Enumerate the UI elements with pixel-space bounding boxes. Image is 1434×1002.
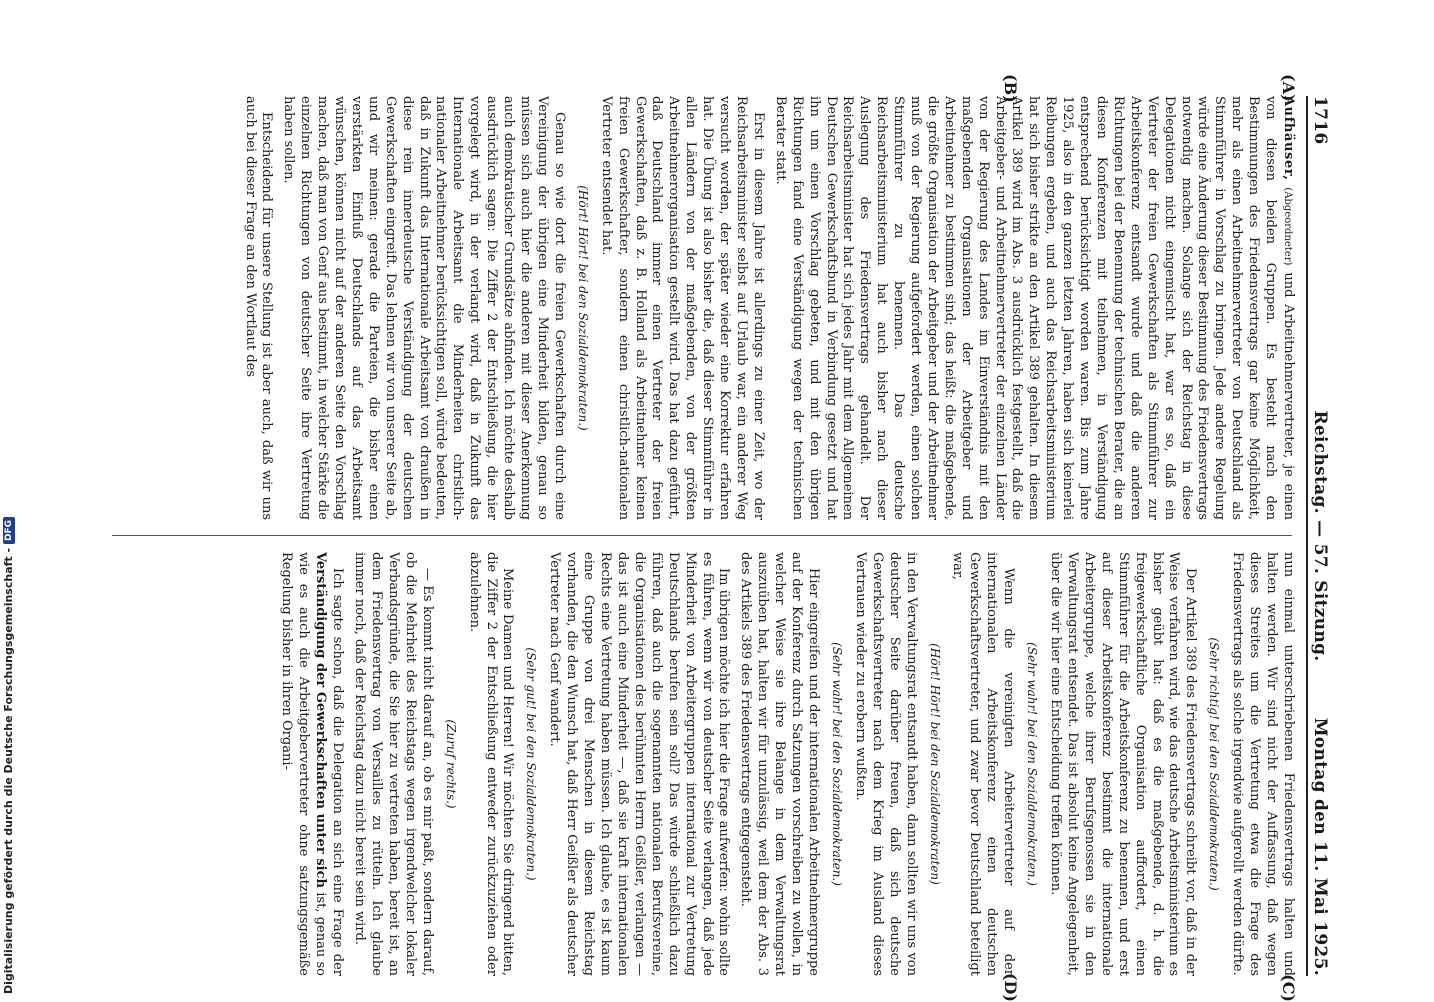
- text-columns: [106, 96, 1296, 976]
- margin-letter-c: (C): [1279, 974, 1298, 1002]
- paragraph: — Es kommt nicht darauf an, ob es mir paßt, sondern darauf, ob die Mehrheit des Reichstags wegen irgendwelcher lokaler Verbandsgründe, die Sie hier zu vertreten haben, bereit ist, an dem Friedensvertrag von Versailles zu rütteln. Ich glaube immer noch, daß der Reichstag dazu nicht bereit sein wird.: [352, 552, 435, 976]
- interjection: (Sehr gut! bei den Sozialdemokraten.): [524, 647, 539, 881]
- margin-letter-b: (B): [1001, 74, 1020, 103]
- left-column: [106, 96, 1296, 520]
- paragraph: nun einmal unterschriebenen Friedensvertrags halten und halten werden. Wir sind nicht der Auffassung, daß wegen dieses Streites um die Vertretung etwa die Frage des Friedensvertrags als solche irgendwie aufgerollt werden dürfte.: [1230, 552, 1296, 976]
- emphasized-phrase: Verständigung der Gewerkschaften unter sich: [313, 552, 329, 888]
- interjection: (Sehr richtig! bei den Sozialdemokraten.): [1207, 637, 1222, 891]
- interjection: (Hört! Hört! bei den Sozialdemokraten.): [575, 185, 590, 431]
- paragraph: Meine Damen und Herren! Wir möchten Sie dringend bitten, die Ziffer 2 der Entschließung entweder zurückzuziehen oder abzulehnen.: [466, 552, 516, 976]
- margin-letter-d: (D): [1001, 972, 1020, 1002]
- speaker-role: (Abgeordneter): [1282, 187, 1293, 266]
- interjection: (Sehr wahr! bei den Sozialdemokraten.): [829, 642, 844, 886]
- paragraph: Genau so wie dort die freien Gewerkschaften durch eine Vereinigung der übrigen eine Minderheit bilden, genau so müssen sich auch hier die anderen mit dieser Anerkennung auch demokratischer Grundsätze abfinden. Ich möchte deshalb ausdrücklich sagen: Die Ziffer 2 der Entschließung, die hier vorgelegt wird, in der verlangt wird, daß in Zukunft das Internationale Arbeitsamt die Minderheiten christlich-nationaler Arbeitnehmer berücksichtigen soll, würde bedeuten, daß in Zukunft das Internationale Arbeitsamt von draußen in diese rein innerdeutsche Verständigung der deutschen Gewerkschaften eingreift. Das lehnen wir von unserer Seite ab, und wir meinen: gerade die Parteien, die bisher einen verstärkten Einfluß Deutschlands auf das Arbeitsamt wünschen, können nicht auf der anderen Seite den Vorschlag machen, daß man von Genf aus bestimmt, in welcher Stärke die einzelnen Richtungen von deutscher Seite ihre Vertretung haben sollen.: [281, 96, 567, 520]
- page-number: 1716: [1310, 96, 1330, 145]
- running-title: Reichstag. — 57. Sitzung.: [1310, 410, 1330, 662]
- paragraph: Wenn die vereinigten Arbeitervertreter auf der internationalen Arbeitskonferenz einen deutschen Gewerkschaftsvertreter, und zwar bevor Deutschland beteiligt war,: [950, 552, 1017, 976]
- margin-letter-a: (A): [1279, 74, 1298, 102]
- paragraph: Hier eingreifen und der internationalen Arbeitnehmergruppe auf der Konferenz durch Satzungen vorschreiben zu wollen, in welcher Weise sie ihre Belange in dem Verwaltungsrat auszuüben hat, halten wir für unzulässig, weil dem der Abs. 3 des Artikels 389 des Friedensvertrags entgegensteht.: [738, 552, 821, 976]
- interjection: (Sehr wahr! bei den Sozialdemokraten.): [1025, 642, 1040, 886]
- paragraph: Im übrigen möchte ich hier die Frage aufwerfen: wohin sollte es führen, wenn wir von deutscher Seite verlangen, daß jede Minderheit von Arbeitergruppen international zur Vertretung Deutschlands berufen sein soll? Das würde schließlich dazu führen, daß auch die sogenannten nationalen Berufsvereine, die Organisationen des berühmten Herrn Geißler, verlangen — das ist auch eine Minderheit —, daß sie kraft internationalen Rechts eine Vertretung haben müssen. Ich glaube, es ist kaum eine Gruppe von drei Menschen in diesem Reichstag vorhanden, die den Wunsch hat, daß Herr Geißler als deutscher Vertreter nach Genf wandert.: [547, 552, 732, 976]
- interjection: (Zuruf rechts.): [443, 719, 458, 809]
- paragraph: [771, 96, 1296, 520]
- header-rule: [1306, 96, 1308, 976]
- credit-text: Digitalisierung gefördert durch die Deutsche Forschungsgemeinschaft -: [2, 547, 15, 994]
- interjection: (Hört! Hört! bei den Sozialdemokraten): [927, 643, 942, 885]
- paragraph: Ich sagte schon, daß die Delegation an sich eine Frage der Verständigung der Gewerkschaften unter sich ist, genau so wie es auch die Arbeitgebervertreter ohne satzungsgemäße Regelung bisher in ihren Organi-: [279, 552, 346, 976]
- paragraph: Erst in diesem Jahre ist allerdings zu einer Zeit, wo der Reichsarbeitsminister selbst auf Urlaub war, ein anderer Weg versucht worden, der später wieder eine Korrektur erfahren hat. Die Übung ist also bisher die, daß dieser Stimmführer in allen Ländern von der maßgebenden, von der größten Arbeitnehmerorganisation gestellt wird. Das hat dazu geführt, daß Deutschland immer einen Vertreter der freien Gewerkschaften, daß z. B. Holland als Arbeitnehmer keinen freien Gewerkschafter, sondern einen christlich-nationalen Vertreter entsendet hat.: [598, 96, 766, 520]
- digitization-credit: [2, 517, 15, 994]
- right-column: [106, 552, 1296, 976]
- page-header: [1306, 96, 1332, 976]
- paragraph: in den Verwaltungsrat entsandt haben, dann sollten wir uns von deutscher Seite darüber freuen, daß sich deutsche Gewerkschaftsvertreter nach dem Krieg im Ausland dieses Vertrauen wieder zu erobern wußten.: [852, 552, 919, 976]
- session-date: Montag den 11. Mai 1925.: [1310, 717, 1330, 976]
- paragraph: Der Artikel 389 des Friedensvertrags schreibt vor, daß in der Weise verfahren wird, wie das deutsche Arbeitsministerium es bisher geübt hat: daß es die maßgebende, d. h. die freigewerkschaftliche Organisation auffordert, einen Stimmführer für die Arbeitskonferenz zu benennen, und erst auf dieser Arbeitskonferenz bestimmt die internationale Arbeitergruppe, welche ihrer Berufsgenossen sie in den Verwaltungsrat entsendet. Das ist absolut keine Angelegenheit, über die wir hier eine Entscheidung treffen können.: [1048, 552, 1199, 976]
- speaker-name: Aufhäuser,: [1281, 96, 1296, 181]
- paragraph: Entscheidend für unsere Stellung ist aber auch, daß wir uns auch bei dieser Frage an den Wortlaut des: [242, 96, 275, 520]
- dfg-logo: DFG: [3, 517, 15, 544]
- rotated-scan-page: [100, 74, 1332, 1002]
- paragraph-text: und Arbeitnehmervertreter, je einen von diesen beiden Gruppen. Es besteht nach den Bestimmungen des Friedensvertrags gar keine Möglichkeit, mehr als einen Arbeitnehmervertreter von Deutschland als Stimmführer in Vorschlag zu bringen. Jede andere Regelung würde eine Änderung dieser Bestimmung des Friedensvertrags notwendig machen. Solange sich der Reichstag in diese Delegationen nicht eingemischt hat, war es so, daß ein Vertreter der freien Gewerkschaften als Stimmführer zur Arbeitskonferenz entsandt wurde und daß die anderen Richtungen bei der Benennung der technischen Berater, die an diesen Konferenzen mit teilnehmen, in Verständigung entsprechend berücksichtigt worden waren. Bis zum Jahre 1925, also in den ganzen letzten Jahren, haben sich keinerlei Reibungen ergeben, und auch das Reichsarbeitsministerium hat sich bisher strikte an den Artikel 389 gehalten. In diesem Artikel 389 wird im Abs. 3 ausdrücklich festgestellt, daß die Arbeitgeber- und Arbeitnehmervertreter der einzelnen Länder von der Regierung des Landes im Einverständnis mit den maßgebenden Organisationen der Arbeitgeber und Arbeitnehmer zu bestimmen sind; das heißt: die maßgebende, die größte Organisation der Arbeitgeber und der Arbeitnehmer muß von der Regierung aufgefordert werden, einen solchen Stimmführer zu benennen. Das deutsche Reichsarbeitsministerium hat auch bisher nach dieser Auslegung des Friedensvertrags gehandelt. Der Reichsarbeitsminister hat sich jedes Jahr mit dem Allgemeinen Deutschen Gewerkschaftsbund in Verbindung gesetzt und hat ihn um einen Vorschlag gebeten, und mit den übrigen Richtungen fand eine Verständigung wegen der technischen Berater statt.: [772, 96, 1296, 520]
